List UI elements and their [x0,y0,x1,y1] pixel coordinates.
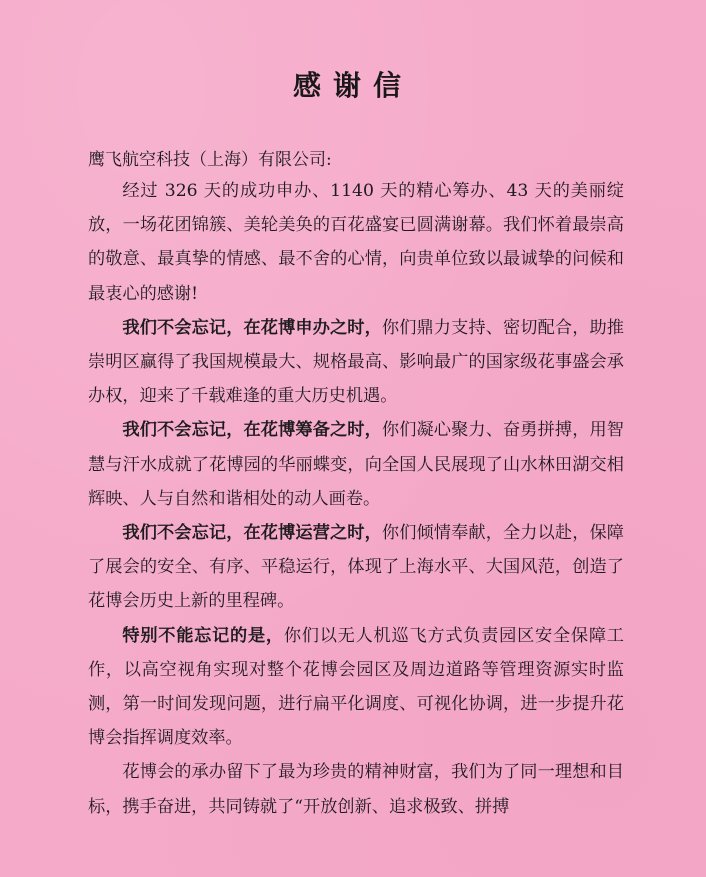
letter-body [88,174,624,824]
paragraph-bid [88,311,624,414]
paragraph-operation [88,516,624,619]
paragraph-special-thanks [88,619,624,756]
paragraph-text: 你们以无人机巡飞方式负责园区安全保障工作，以高空视角实现对整个花博会园区及周边道路等管理资源实时监测，第一时间发现问题，进行扁平化调度、可视化协调，进一步提升花博会指挥调度效率。 [88,625,624,749]
paragraph-lead: 我们不会忘记，在花博运营之时， [122,523,382,544]
letter-title: 感谢信 [292,69,413,102]
paragraph-text: 你们鼎力支持、密切配合，助推崇明区赢得了我国规模最大、规格最高、影响最广的国家级花事盛会承办权，迎来了千载难逢的重大历史机遇。 [88,317,624,407]
paragraph-text: 你们凝心聚力、奋勇拼搏，用智慧与汗水成就了花博园的华丽蝶变，向全国人民展现了山水林田湖交相辉映、人与自然和谐相处的动人画卷。 [88,420,624,509]
paragraph-lead: 我们不会忘记，在花博申办之时， [122,317,382,338]
paragraph-preparation [88,413,624,516]
paragraph-text: 经过 326 天的成功申办、1140 天的精心筹办、43 天的美丽绽放，一场花团锦簇、美轮美奂的百花盛宴已圆满谢幕。我们怀着最崇高的敬意、最真挚的情感、最不舍的心情，向贵单位致以最诚挚的问候和最衷心的感谢! [88,181,624,304]
salutation: 鹰飞航空科技（上海）有限公司: [88,150,332,170]
paragraph-text: 花博会的承办留下了最为珍贵的精神财富，我们为了同一理想和目标，携手奋进，共同铸就了“开放创新、追求极致、拼搏 [88,762,624,817]
paragraph-intro [88,174,624,311]
paragraph-lead: 我们不会忘记，在花博筹备之时， [122,420,382,441]
paragraph-legacy [88,755,624,823]
paragraph-lead: 特别不能忘记的是， [122,625,284,646]
paragraph-text: 你们倾情奉献，全力以赴，保障了展会的安全、有序、平稳运行，体现了上海水平、大国风范，创造了花博会历史上新的里程碑。 [88,523,624,612]
